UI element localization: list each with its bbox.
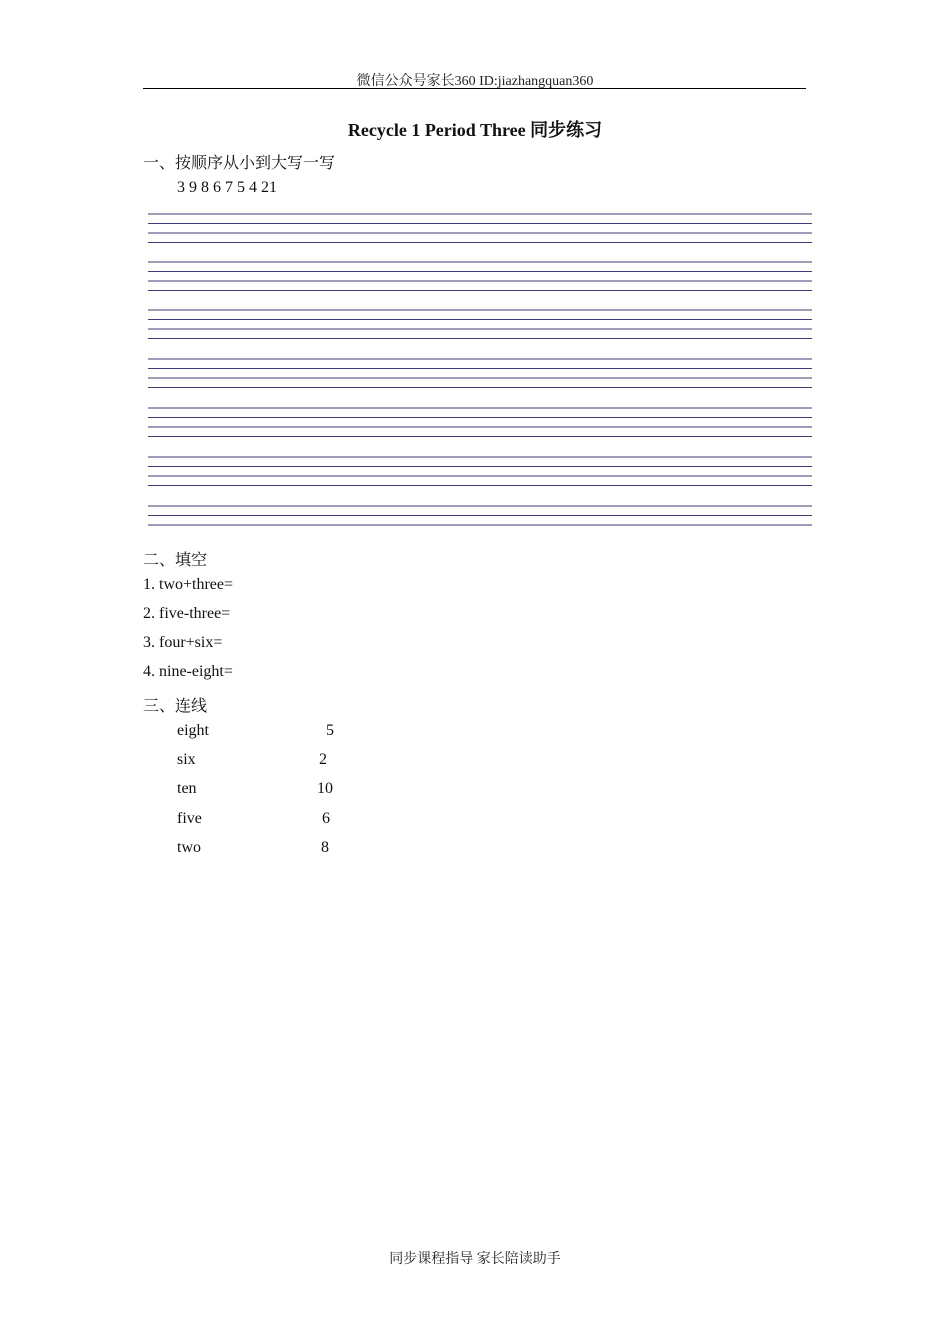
- fill-item-2: 2. five-three=: [143, 605, 231, 622]
- match-number-2: 2: [319, 751, 327, 768]
- page-footer: 同步课程指导 家长陪读助手: [389, 1252, 561, 1267]
- section-2-heading: 二、填空: [143, 552, 208, 569]
- match-number-4: 6: [322, 810, 330, 827]
- match-number-5: 8: [321, 839, 329, 856]
- match-number-1: 5: [326, 722, 334, 739]
- match-word-5: two: [177, 839, 201, 856]
- match-word-1: eight: [177, 722, 209, 739]
- section-3-heading: 三、连线: [143, 698, 208, 715]
- match-number-3: 10: [317, 780, 333, 797]
- match-word-2: six: [177, 751, 196, 768]
- section-1-heading: 一、按顺序从小到大写一写: [143, 155, 336, 172]
- page-header: 微信公众号家长360 ID:jiazhangquan360: [356, 74, 594, 89]
- worksheet-title: Recycle 1 Period Three 同步练习: [347, 120, 603, 140]
- fill-item-1: 1. two+three=: [143, 576, 234, 593]
- fill-item-4: 4. nine-eight=: [143, 663, 233, 680]
- header-rule: [143, 88, 806, 89]
- match-word-3: ten: [177, 780, 197, 797]
- match-word-4: five: [177, 810, 202, 827]
- number-sequence: 3 9 8 6 7 5 4 21: [177, 179, 277, 196]
- fill-item-3: 3. four+six=: [143, 634, 223, 651]
- handwriting-lines[interactable]: [148, 208, 812, 533]
